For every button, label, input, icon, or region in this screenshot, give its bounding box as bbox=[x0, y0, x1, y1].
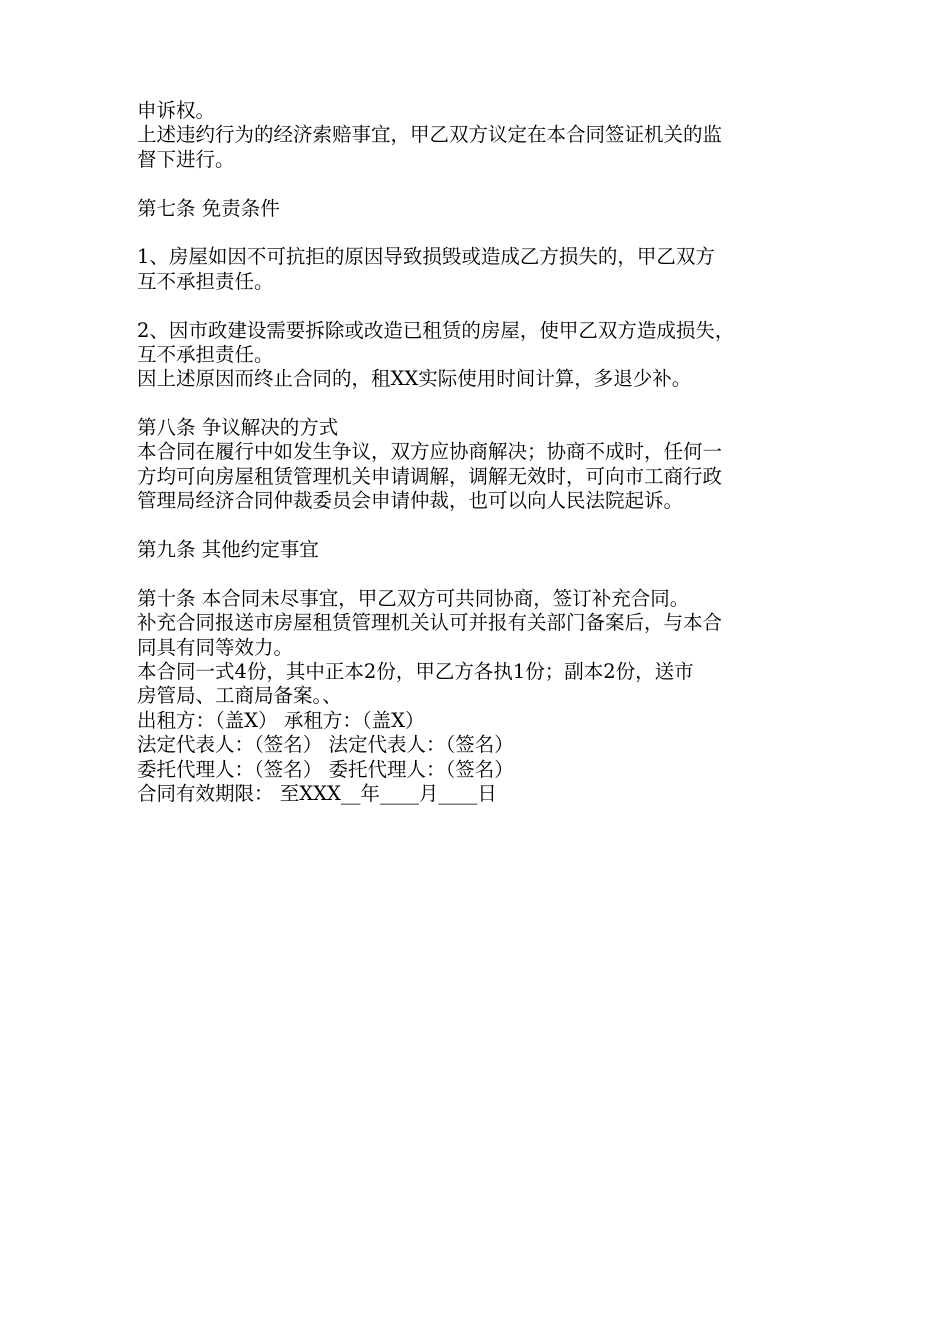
text-line: 督下进行。 bbox=[137, 147, 235, 171]
section-heading: 第八条 争议解决的方式 bbox=[137, 416, 339, 440]
section-heading: 第十条 本合同未尽事宜，甲乙双方可共同协商，签订补充合同。 bbox=[137, 586, 690, 610]
text-line: 因上述原因而终止合同的，租XX实际使用时间计算，多退少补。 bbox=[137, 367, 692, 391]
blank-line bbox=[137, 172, 827, 196]
text-line: 互不承担责任。 bbox=[137, 269, 274, 293]
section-heading: 第九条 其他约定事宜 bbox=[137, 538, 319, 562]
text-line: 互不承担责任。 bbox=[137, 342, 274, 366]
signature-line-agent: 委托代理人：（签名） 委托代理人：（签名） bbox=[137, 757, 514, 781]
text-line: 上述违约行为的经济索赔事宜，甲乙双方议定在本合同签证机关的监 bbox=[137, 123, 723, 147]
text-line: 本合同一式4份，其中正本2份，甲乙方各执1份；副本2份，送市 bbox=[137, 659, 694, 683]
blank-line bbox=[137, 294, 827, 318]
text-line: 管理局经济合同仲裁委员会申请仲裁，也可以向人民法院起诉。 bbox=[137, 489, 684, 513]
text-line: 申诉权。 bbox=[137, 99, 216, 122]
section-heading: 第七条 免责条件 bbox=[137, 196, 280, 220]
signature-line-lessor-lessee: 出租方：（盖X） 承租方：（盖X） bbox=[137, 708, 425, 732]
blank-line bbox=[137, 392, 827, 416]
text-line: 1、房屋如因不可抗拒的原因导致损毁或造成乙方损失的，甲乙双方 bbox=[137, 245, 715, 269]
signature-line-legal-representative: 法定代表人：（签名） 法定代表人：（签名） bbox=[137, 733, 514, 757]
validity-period-line: 合同有效期限： 至XXX__年____月____日 bbox=[137, 781, 497, 805]
text-line: 补充合同报送市房屋租赁管理机关认可并报有关部门备案后，与本合 bbox=[137, 611, 723, 635]
document-page bbox=[137, 99, 827, 806]
text-line: 同具有同等效力。 bbox=[137, 635, 294, 659]
text-line: 本合同在履行中如发生争议，双方应协商解决；协商不成时，任何一 bbox=[137, 440, 723, 464]
blank-line bbox=[137, 514, 827, 538]
text-line: 方均可向房屋租赁管理机关申请调解，调解无效时，可向市工商行政 bbox=[137, 464, 723, 488]
blank-line bbox=[137, 221, 827, 245]
blank-line bbox=[137, 562, 827, 586]
text-line: 2、因市政建设需要拆除或改造已租赁的房屋，使甲乙双方造成损失， bbox=[137, 318, 735, 342]
text-line: 房管局、工商局备案。、 bbox=[137, 684, 342, 708]
